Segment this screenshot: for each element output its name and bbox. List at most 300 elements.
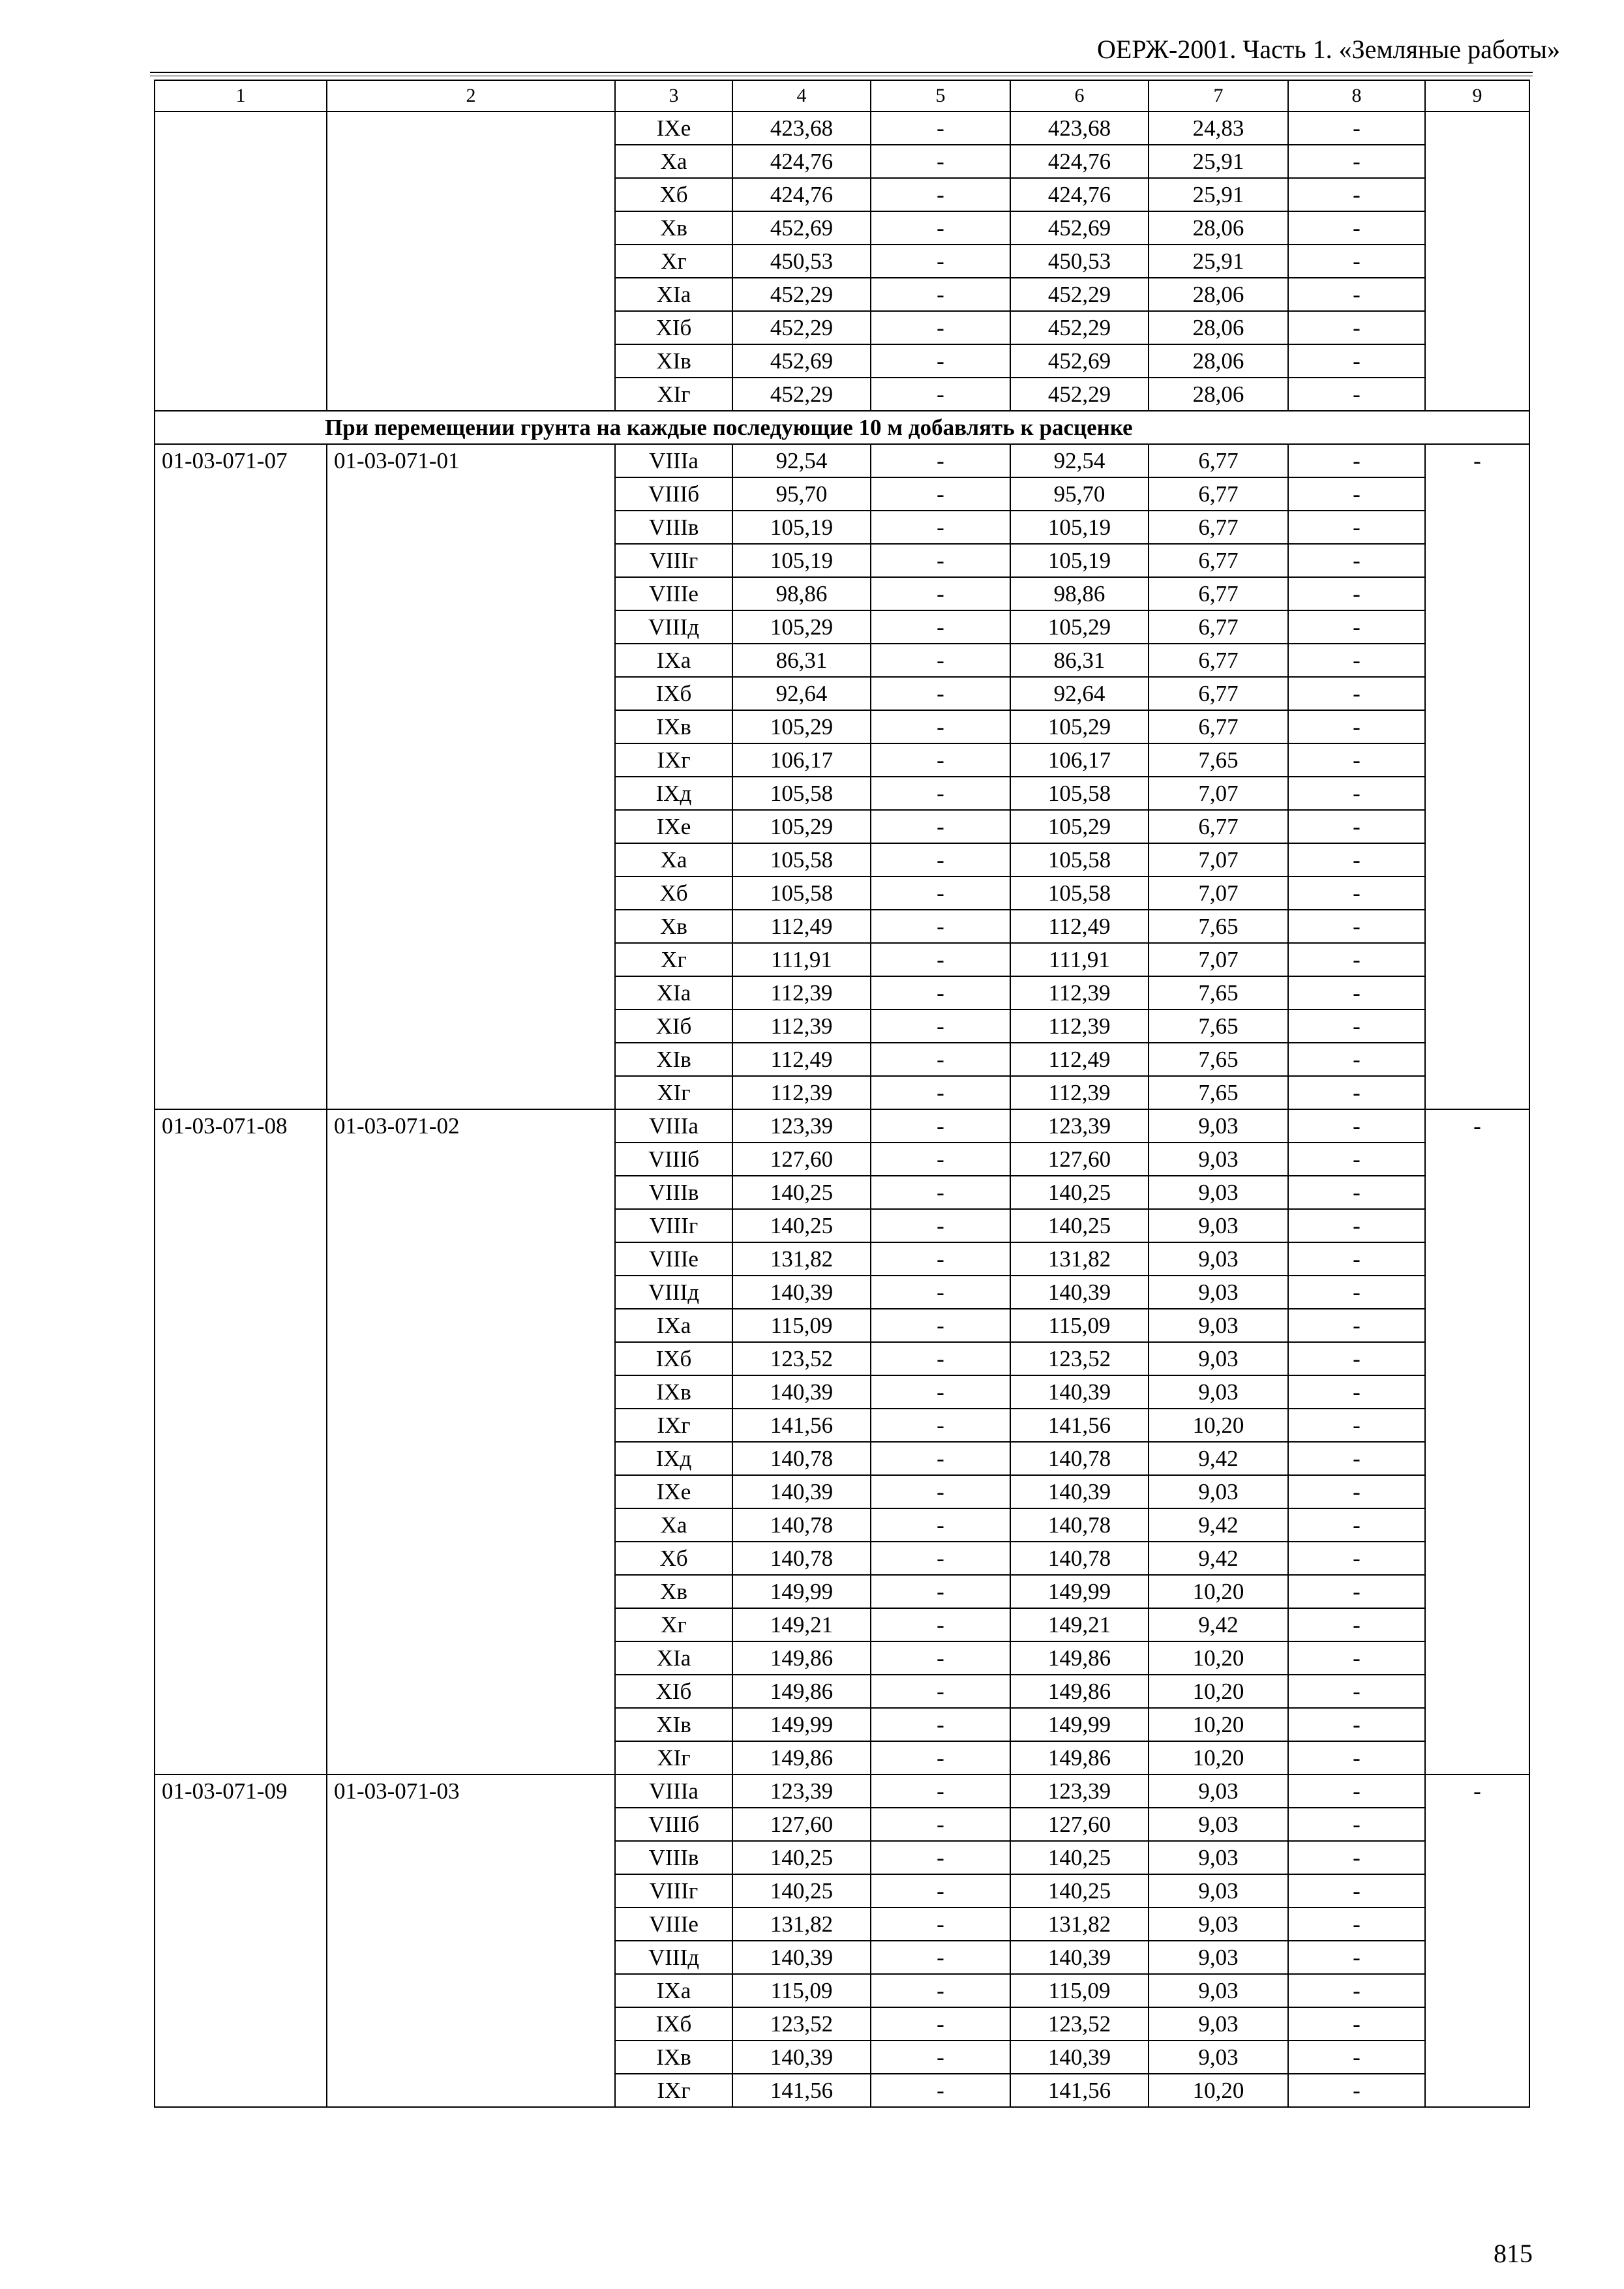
value-cell: 9,42: [1149, 1608, 1288, 1641]
value-cell: 28,06: [1149, 344, 1288, 378]
value-cell: XIв: [615, 344, 732, 378]
value-cell: -: [871, 444, 1010, 477]
value-cell: 105,29: [732, 810, 871, 843]
value-cell: 141,56: [732, 2074, 871, 2107]
value-cell: -: [871, 610, 1010, 644]
value-cell: 123,39: [732, 1774, 871, 1808]
value-cell: 9,03: [1149, 1276, 1288, 1309]
table-row: [155, 444, 1529, 477]
value-cell: 140,78: [732, 1442, 871, 1475]
value-cell: VIIIe: [615, 1242, 732, 1276]
value-cell: -: [871, 1641, 1010, 1675]
value-cell: 140,78: [732, 1508, 871, 1542]
value-cell: Xв: [615, 211, 732, 245]
value-cell: XIб: [615, 1010, 732, 1043]
value-cell: 452,69: [1010, 211, 1149, 245]
value-cell: -: [871, 1908, 1010, 1941]
value-cell: 423,68: [732, 112, 871, 145]
value-cell: -: [1288, 644, 1425, 677]
value-cell: VIIIб: [615, 1808, 732, 1841]
value-cell: VIIIe: [615, 1908, 732, 1941]
value-cell: VIIIд: [615, 610, 732, 644]
value-cell: 7,07: [1149, 943, 1288, 976]
col9-cell: -: [1425, 1774, 1529, 2107]
value-cell: 140,39: [1010, 1941, 1149, 1974]
value-cell: -: [1288, 1708, 1425, 1741]
value-cell: XIв: [615, 1708, 732, 1741]
value-cell: 24,83: [1149, 112, 1288, 145]
value-cell: 25,91: [1149, 245, 1288, 278]
value-cell: 123,39: [732, 1109, 871, 1143]
value-cell: 105,19: [732, 511, 871, 544]
value-cell: 112,39: [1010, 1076, 1149, 1109]
value-cell: 6,77: [1149, 544, 1288, 577]
value-cell: 28,06: [1149, 278, 1288, 311]
value-cell: -: [1288, 1542, 1425, 1575]
value-cell: 149,21: [1010, 1608, 1149, 1641]
value-cell: -: [1288, 278, 1425, 311]
value-cell: -: [871, 1276, 1010, 1309]
value-cell: 127,60: [732, 1143, 871, 1176]
value-cell: 131,82: [732, 1908, 871, 1941]
value-cell: -: [871, 145, 1010, 178]
value-cell: VIIIв: [615, 1176, 732, 1209]
table-row: [155, 112, 1529, 145]
value-cell: -: [1288, 1508, 1425, 1542]
value-cell: -: [871, 1342, 1010, 1375]
value-cell: IXв: [615, 1375, 732, 1409]
value-cell: -: [871, 511, 1010, 544]
value-cell: 6,77: [1149, 511, 1288, 544]
value-cell: 140,39: [732, 1375, 871, 1409]
rates-table: [154, 80, 1530, 2108]
value-cell: -: [871, 2041, 1010, 2074]
value-cell: VIIIб: [615, 1143, 732, 1176]
value-cell: 9,03: [1149, 1808, 1288, 1841]
column-number: 1: [155, 80, 327, 112]
value-cell: 105,58: [732, 843, 871, 876]
value-cell: 6,77: [1149, 810, 1288, 843]
value-cell: XIa: [615, 278, 732, 311]
column-number: 3: [615, 80, 732, 112]
value-cell: -: [1288, 1941, 1425, 1974]
value-cell: 452,69: [732, 344, 871, 378]
value-cell: 141,56: [1010, 2074, 1149, 2107]
value-cell: 127,60: [732, 1808, 871, 1841]
value-cell: -: [1288, 1675, 1425, 1708]
value-cell: -: [1288, 444, 1425, 477]
value-cell: -: [871, 477, 1010, 511]
value-cell: 105,29: [732, 610, 871, 644]
value-cell: 106,17: [1010, 743, 1149, 777]
value-cell: 9,03: [1149, 1109, 1288, 1143]
value-cell: -: [1288, 344, 1425, 378]
value-cell: -: [1288, 1342, 1425, 1375]
value-cell: 7,65: [1149, 1010, 1288, 1043]
value-cell: -: [871, 1741, 1010, 1774]
value-cell: IXг: [615, 743, 732, 777]
value-cell: VIIIг: [615, 1874, 732, 1908]
value-cell: IXд: [615, 1442, 732, 1475]
value-cell: 105,58: [732, 876, 871, 910]
value-cell: 105,29: [1010, 810, 1149, 843]
value-cell: -: [871, 1608, 1010, 1641]
value-cell: Xa: [615, 145, 732, 178]
value-cell: 424,76: [732, 145, 871, 178]
value-cell: 9,42: [1149, 1542, 1288, 1575]
value-cell: 450,53: [732, 245, 871, 278]
value-cell: -: [871, 1309, 1010, 1342]
value-cell: IXд: [615, 777, 732, 810]
value-cell: 9,03: [1149, 1941, 1288, 1974]
value-cell: 452,29: [732, 378, 871, 411]
value-cell: XIв: [615, 1043, 732, 1076]
value-cell: 7,07: [1149, 843, 1288, 876]
value-cell: 92,64: [732, 677, 871, 710]
value-cell: -: [1288, 1808, 1425, 1841]
value-cell: 123,52: [732, 1342, 871, 1375]
value-cell: 127,60: [1010, 1143, 1149, 1176]
value-cell: 140,25: [1010, 1176, 1149, 1209]
value-cell: VIIIe: [615, 577, 732, 610]
value-cell: 9,03: [1149, 1841, 1288, 1874]
value-cell: 10,20: [1149, 1641, 1288, 1675]
value-cell: IXв: [615, 710, 732, 743]
value-cell: -: [1288, 1641, 1425, 1675]
value-cell: 9,03: [1149, 1475, 1288, 1508]
value-cell: 140,78: [1010, 1442, 1149, 1475]
value-cell: 7,07: [1149, 876, 1288, 910]
value-cell: 131,82: [732, 1242, 871, 1276]
value-cell: -: [871, 2007, 1010, 2041]
rate-code: 01-03-071-08: [155, 1109, 327, 1774]
value-cell: -: [1288, 1908, 1425, 1941]
value-cell: -: [871, 1974, 1010, 2007]
value-cell: 149,86: [732, 1641, 871, 1675]
value-cell: 105,58: [1010, 876, 1149, 910]
value-cell: 140,25: [1010, 1841, 1149, 1874]
value-cell: IXa: [615, 644, 732, 677]
value-cell: 140,25: [732, 1841, 871, 1874]
value-cell: 7,65: [1149, 1076, 1288, 1109]
value-cell: -: [1288, 810, 1425, 843]
value-cell: 9,03: [1149, 1342, 1288, 1375]
value-cell: 7,65: [1149, 743, 1288, 777]
value-cell: 149,86: [1010, 1741, 1149, 1774]
value-cell: 28,06: [1149, 311, 1288, 344]
value-cell: 112,39: [1010, 976, 1149, 1010]
value-cell: 7,07: [1149, 777, 1288, 810]
value-cell: 6,77: [1149, 644, 1288, 677]
value-cell: -: [1288, 311, 1425, 344]
value-cell: Xб: [615, 876, 732, 910]
value-cell: 105,29: [1010, 710, 1149, 743]
value-cell: 123,39: [1010, 1774, 1149, 1808]
value-cell: 9,03: [1149, 1242, 1288, 1276]
value-cell: -: [871, 1708, 1010, 1741]
value-cell: 131,82: [1010, 1242, 1149, 1276]
section-title-row: [155, 411, 1529, 444]
value-cell: -: [1288, 211, 1425, 245]
value-cell: -: [871, 245, 1010, 278]
value-cell: 111,91: [1010, 943, 1149, 976]
value-cell: XIг: [615, 378, 732, 411]
value-cell: -: [871, 1242, 1010, 1276]
value-cell: 9,03: [1149, 1309, 1288, 1342]
value-cell: -: [871, 278, 1010, 311]
value-cell: Xг: [615, 245, 732, 278]
value-cell: 424,76: [1010, 145, 1149, 178]
value-cell: 92,54: [1010, 444, 1149, 477]
value-cell: -: [1288, 378, 1425, 411]
value-cell: Xг: [615, 943, 732, 976]
value-cell: -: [871, 577, 1010, 610]
value-cell: -: [871, 644, 1010, 677]
value-cell: -: [871, 1209, 1010, 1242]
value-cell: -: [871, 311, 1010, 344]
value-cell: Xв: [615, 910, 732, 943]
value-cell: 115,09: [732, 1974, 871, 2007]
value-cell: Xб: [615, 178, 732, 211]
value-cell: 123,39: [1010, 1109, 1149, 1143]
value-cell: -: [1288, 1375, 1425, 1409]
value-cell: 140,39: [1010, 2041, 1149, 2074]
rate-code: 01-03-071-09: [155, 1774, 327, 2107]
value-cell: -: [1288, 710, 1425, 743]
value-cell: 115,09: [1010, 1974, 1149, 2007]
value-cell: -: [1288, 245, 1425, 278]
value-cell: 9,03: [1149, 1143, 1288, 1176]
value-cell: -: [1288, 1741, 1425, 1774]
column-number: 7: [1149, 80, 1288, 112]
value-cell: VIIIг: [615, 1209, 732, 1242]
value-cell: 111,91: [732, 943, 871, 976]
value-cell: 9,03: [1149, 1209, 1288, 1242]
value-cell: IXe: [615, 810, 732, 843]
value-cell: 452,69: [1010, 344, 1149, 378]
value-cell: -: [871, 1010, 1010, 1043]
value-cell: 6,77: [1149, 577, 1288, 610]
value-cell: 10,20: [1149, 2074, 1288, 2107]
value-cell: -: [871, 2074, 1010, 2107]
value-cell: 86,31: [1010, 644, 1149, 677]
value-cell: 140,78: [1010, 1542, 1149, 1575]
table-row: [155, 1109, 1529, 1143]
value-cell: IXe: [615, 112, 732, 145]
value-cell: -: [871, 1375, 1010, 1409]
value-cell: -: [1288, 943, 1425, 976]
value-cell: -: [1288, 112, 1425, 145]
value-cell: 112,39: [1010, 1010, 1149, 1043]
value-cell: 28,06: [1149, 211, 1288, 245]
value-cell: 149,86: [732, 1675, 871, 1708]
value-cell: -: [871, 1808, 1010, 1841]
value-cell: 149,86: [732, 1741, 871, 1774]
value-cell: -: [1288, 843, 1425, 876]
value-cell: -: [871, 710, 1010, 743]
value-cell: -: [1288, 1575, 1425, 1608]
value-cell: 450,53: [1010, 245, 1149, 278]
value-cell: Xa: [615, 1508, 732, 1542]
value-cell: 105,19: [1010, 544, 1149, 577]
value-cell: -: [871, 876, 1010, 910]
value-cell: 9,42: [1149, 1442, 1288, 1475]
value-cell: -: [871, 1508, 1010, 1542]
rate-code: 01-03-071-07: [155, 444, 327, 1109]
value-cell: 106,17: [732, 743, 871, 777]
value-cell: XIa: [615, 976, 732, 1010]
value-cell: 9,42: [1149, 1508, 1288, 1542]
value-cell: -: [1288, 677, 1425, 710]
base-code-cell: [327, 112, 615, 411]
value-cell: 149,86: [1010, 1675, 1149, 1708]
base-rate-code: 01-03-071-03: [327, 1774, 615, 2107]
value-cell: -: [1288, 1409, 1425, 1442]
value-cell: -: [871, 910, 1010, 943]
value-cell: 149,99: [732, 1575, 871, 1608]
value-cell: 98,86: [732, 577, 871, 610]
value-cell: -: [871, 1176, 1010, 1209]
value-cell: VIIIд: [615, 1941, 732, 1974]
value-cell: -: [1288, 1841, 1425, 1874]
value-cell: -: [1288, 777, 1425, 810]
value-cell: -: [871, 378, 1010, 411]
value-cell: IXa: [615, 1974, 732, 2007]
value-cell: 10,20: [1149, 1409, 1288, 1442]
value-cell: 149,99: [1010, 1708, 1149, 1741]
value-cell: 123,52: [732, 2007, 871, 2041]
value-cell: -: [871, 211, 1010, 245]
value-cell: -: [871, 1941, 1010, 1974]
value-cell: 9,03: [1149, 1908, 1288, 1941]
value-cell: 127,60: [1010, 1808, 1149, 1841]
value-cell: -: [1288, 477, 1425, 511]
table-row: [155, 1774, 1529, 1808]
value-cell: -: [871, 1043, 1010, 1076]
value-cell: -: [871, 178, 1010, 211]
value-cell: 452,29: [732, 278, 871, 311]
value-cell: -: [1288, 1309, 1425, 1342]
value-cell: -: [871, 544, 1010, 577]
value-cell: -: [1288, 1774, 1425, 1808]
value-cell: 115,09: [1010, 1309, 1149, 1342]
value-cell: -: [871, 1109, 1010, 1143]
value-cell: 10,20: [1149, 1675, 1288, 1708]
value-cell: VIIIв: [615, 511, 732, 544]
page-number: 815: [1494, 2239, 1533, 2268]
column-number: 9: [1425, 80, 1529, 112]
value-cell: IXб: [615, 1342, 732, 1375]
value-cell: -: [1288, 1242, 1425, 1276]
value-cell: -: [871, 1774, 1010, 1808]
value-cell: 9,03: [1149, 1874, 1288, 1908]
value-cell: -: [1288, 1043, 1425, 1076]
value-cell: -: [1288, 577, 1425, 610]
value-cell: -: [1288, 544, 1425, 577]
value-cell: -: [1288, 1176, 1425, 1209]
value-cell: 9,03: [1149, 1774, 1288, 1808]
value-cell: 6,77: [1149, 710, 1288, 743]
value-cell: 141,56: [732, 1409, 871, 1442]
value-cell: 149,21: [732, 1608, 871, 1641]
value-cell: 452,29: [1010, 378, 1149, 411]
value-cell: 149,99: [1010, 1575, 1149, 1608]
column-number: 8: [1288, 80, 1425, 112]
base-rate-code: 01-03-071-01: [327, 444, 615, 1109]
value-cell: 112,39: [732, 1076, 871, 1109]
value-cell: VIIIa: [615, 444, 732, 477]
header-rule: [150, 72, 1533, 73]
value-cell: -: [1288, 1010, 1425, 1043]
value-cell: Xa: [615, 843, 732, 876]
value-cell: 140,25: [1010, 1874, 1149, 1908]
value-cell: IXa: [615, 1309, 732, 1342]
value-cell: Xв: [615, 1575, 732, 1608]
value-cell: 6,77: [1149, 444, 1288, 477]
col9-cell: [1425, 112, 1529, 411]
value-cell: 28,06: [1149, 378, 1288, 411]
value-cell: VIIIг: [615, 544, 732, 577]
base-rate-code: 01-03-071-02: [327, 1109, 615, 1774]
value-cell: -: [871, 1409, 1010, 1442]
value-cell: 141,56: [1010, 1409, 1149, 1442]
value-cell: 92,64: [1010, 677, 1149, 710]
value-cell: -: [1288, 2041, 1425, 2074]
value-cell: XIa: [615, 1641, 732, 1675]
value-cell: 6,77: [1149, 477, 1288, 511]
value-cell: -: [1288, 1076, 1425, 1109]
value-cell: VIIIa: [615, 1774, 732, 1808]
value-cell: XIг: [615, 1076, 732, 1109]
value-cell: 140,39: [1010, 1475, 1149, 1508]
value-cell: 140,39: [1010, 1375, 1149, 1409]
value-cell: 105,58: [732, 777, 871, 810]
value-cell: -: [1288, 2007, 1425, 2041]
value-cell: -: [871, 1076, 1010, 1109]
value-cell: -: [1288, 910, 1425, 943]
value-cell: 112,49: [732, 910, 871, 943]
rates-table-container: [154, 80, 1529, 2108]
column-number: 6: [1010, 80, 1149, 112]
value-cell: 9,03: [1149, 1176, 1288, 1209]
value-cell: IXв: [615, 2041, 732, 2074]
value-cell: 112,39: [732, 976, 871, 1010]
value-cell: 105,19: [732, 544, 871, 577]
value-cell: -: [1288, 1442, 1425, 1475]
value-cell: 140,78: [1010, 1508, 1149, 1542]
value-cell: 140,25: [732, 1209, 871, 1242]
value-cell: 149,86: [1010, 1641, 1149, 1675]
value-cell: -: [871, 1675, 1010, 1708]
value-cell: 140,25: [732, 1874, 871, 1908]
value-cell: 115,09: [732, 1309, 871, 1342]
value-cell: -: [1288, 1974, 1425, 2007]
value-cell: Xб: [615, 1542, 732, 1575]
value-cell: 452,29: [732, 311, 871, 344]
column-number-row: [155, 80, 1529, 112]
value-cell: IXг: [615, 1409, 732, 1442]
value-cell: -: [1288, 876, 1425, 910]
value-cell: -: [871, 810, 1010, 843]
value-cell: XIб: [615, 1675, 732, 1708]
value-cell: -: [1288, 2074, 1425, 2107]
value-cell: 6,77: [1149, 677, 1288, 710]
value-cell: -: [871, 1475, 1010, 1508]
value-cell: 95,70: [732, 477, 871, 511]
value-cell: 105,58: [1010, 843, 1149, 876]
value-cell: 140,39: [732, 1941, 871, 1974]
value-cell: 112,49: [1010, 910, 1149, 943]
